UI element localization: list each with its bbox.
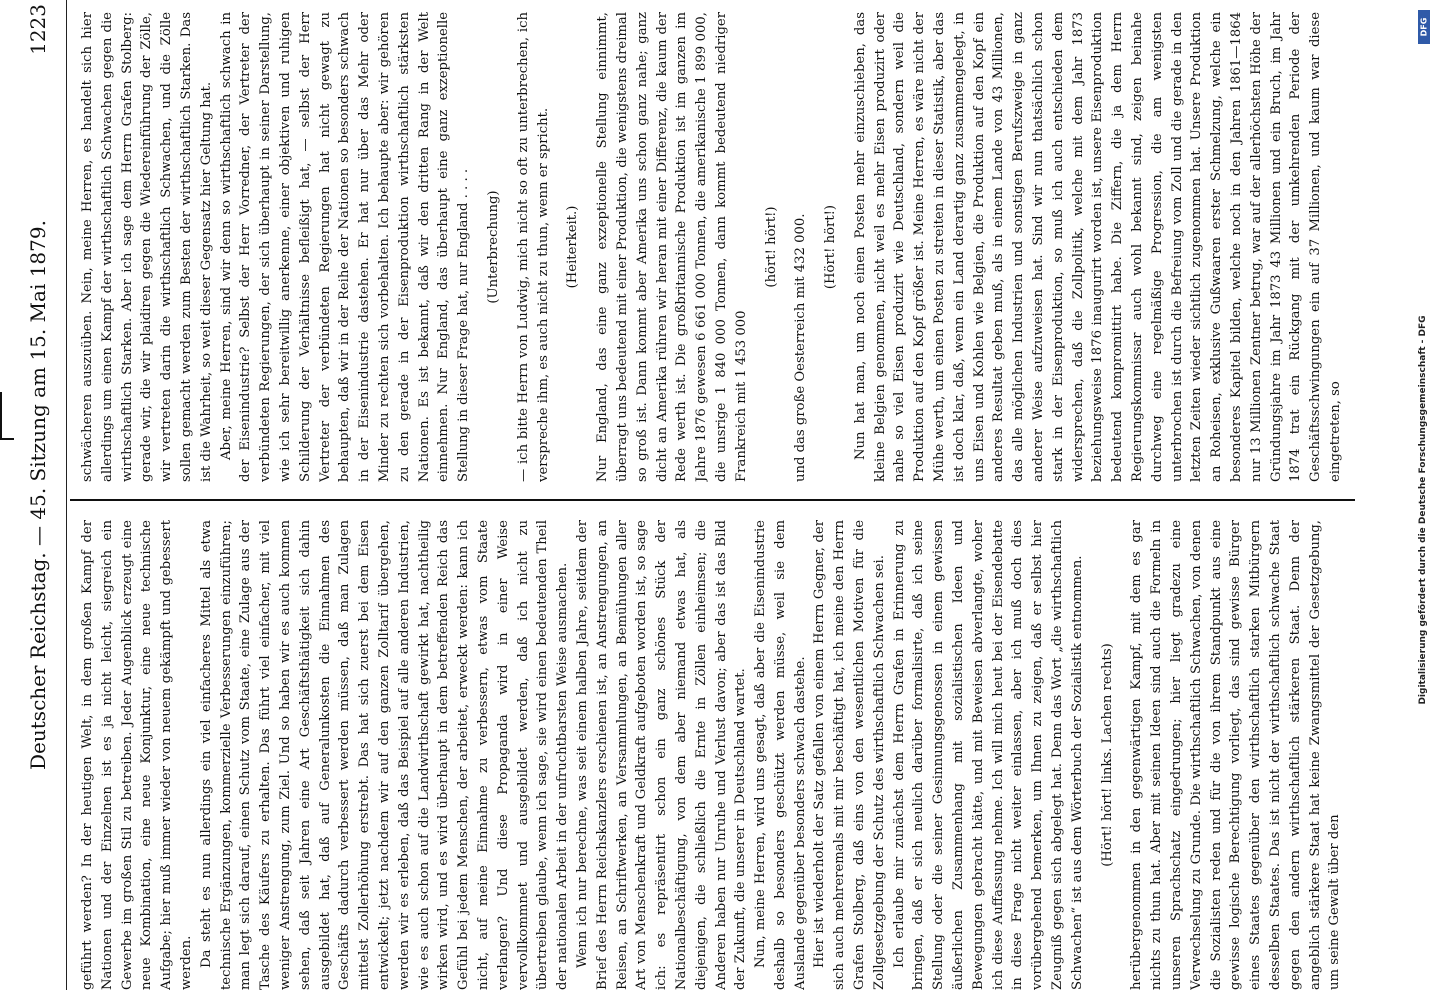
paragraph: Ich erlaube mir zunächst dem Herrn Grafen in Erinnerung zu bringen, daß er sich neulich darüber formalisirte, daß ich seine Stellung oder die seiner Gesinnungsgenossen in einem gewissen äußerlichen Zusammenhang mit sozialistischen Ideen und Bewegungen gebracht hätte, und mit Beweisen abverlangte, woher ich diese Auffassung nehme. Ich will mich heut bei der Eisendebatte in diese Frage nicht weiter einlassen, aber ich muß doch dies vorübergehend bemerken, um Ihnen zu zeigen, daß er selbst hier Zeugniß gegen sich abgelegt hat. Denn das Wort „die wirthschaftlich Schwachen“ ist aus dem Wörterbuch der Sozialistik entnommen. bbox=[891, 520, 1085, 990]
paragraph: schwächeren auszuüben. Nein, meine Herren, es handelt sich hier allerdings um einen Kampf der wirthschaftlich Schwachen gegen die wirthschaftlich Starken. Aber ich sage dem Herrn Grafen Stolberg: gerade wir, die wir plaidiren gegen die Wiedereinführung der Zölle, wir vertreten darin die wirthschaftlich Schwachen, und die Zölle sollen gemacht werden zum Besten der wirthschaftlich Starken. Das ist die Wahrheit, so weit dieser Gegensatz hier Geltung hat. bbox=[80, 12, 214, 482]
interjection: (Hört! hört! links. Lachen rechts) bbox=[1099, 643, 1115, 867]
interjection: (Heiterkeit.) bbox=[565, 205, 581, 289]
page-header bbox=[26, 0, 67, 990]
page-number: 1223 bbox=[26, 4, 50, 55]
paragraph: — ich bitte Herrn von Ludwig, mich nicht so oft zu unterbrechen, ich verspreche ihm, es auch nicht zu thun, wenn er spricht. bbox=[515, 12, 551, 482]
paragraph: geführt werden? In der heutigen Welt, in dem großen Kampf der Nationen und der Einzelnen ist es ja nicht leicht, siegreich ein Gewerbe im großen Stil zu betreiben. Jeder Augenblick erzeugt eine neue Kombination, eine neue Konjunktur, eine neue technische Aufgabe; hier muß immer wieder von neuem gekämpft und gebessert werden. bbox=[80, 520, 194, 990]
header-title: Deutscher Reichstag. — 45. Sitzung am 15. Mai 1879. bbox=[26, 220, 50, 770]
paragraph: herübergenommen in den gegenwärtigen Kampf, mit dem es gar nichts zu thun hat. Aber mit seinen Ideen sind auch die Formeln in unseren Sprachschatz eingedrungen; hier liegt gradezu eine Verwechselung zu Grunde. Die wirthschaftlich Schwachen, von denen die Sozialisten reden und für die von ihrem Standpunkt aus eine gewisse logische Berechtigung vorliegt, das sind gewisse Bürger eines Staates gegenüber den wirthschaftlich starken Mitbürgern desselben Staates. Das ist nicht der wirthschaftlich schwache Staat gegen den andern wirthschaftlich stärkeren Staat. Denn der angeblich stärkere Staat hat keine Zwangsmittel der Gesetzgebung, um seine Gewalt über den bbox=[1129, 520, 1343, 990]
interjection: (Unterbrechung) bbox=[485, 190, 501, 304]
paragraph: Aber, meine Herren, sind wir denn so wirthschaftlich schwach in der Eisenindustrie? Selbst der Herr Vorredner, der Vertreter der verbündeten Regierungen, der sich überhaupt in seiner Darstellung, wie ich sehr bereitwillig anerkenne, einer objektiven und ruhigen Schilderung der Verhältnisse befleißigt hat, — selbst der Herr Vertreter der verbündeten Regierungen hat nicht gewagt zu behaupten, daß wir in der Reihe der Nationen so besonders schwach in der Eisenindustrie dastehen. Er hat nur über das Mehr oder Minder zu rechten sich vorbehalten. Ich behaupte aber: wir gehören zu den gerade in der Eisenproduktion wirthschaftlich stärksten Nationen. Es ist bekannt, daß wir den dritten Rang in der Welt einnehmen. Nur England, das überhaupt eine ganz exzeptionelle Stellung in dieser Frage hat, nur England . . . . bbox=[218, 12, 472, 482]
paragraph: Hier ist wiederholt der Satz gefallen von einem Herrn Gegner, der sich auch mehreremals mit mir beschäftigt hat, ich meine den Herrn Grafen Stolberg, daß eins von den wesentlichen Motiven für die Zollgesetzgebung der Schutz des wirthschaftlich Schwachen sei. bbox=[812, 520, 887, 990]
interjection: (Hört! hört!) bbox=[823, 204, 839, 290]
text-column-left bbox=[78, 520, 1348, 990]
binding-edge-mark bbox=[0, 392, 14, 440]
paragraph: Nun, meine Herren, wird uns gesagt, daß aber die Eisenindustrie deshalb so besonders geschützt werden müsse, weil sie dem Auslande gegenüber besonders schwach dastehe. bbox=[753, 520, 808, 990]
column-divider bbox=[70, 499, 1355, 501]
text-column-right bbox=[78, 12, 1348, 482]
paragraph: Nun hat man, um noch einen Posten mehr einzuschieben, das kleine Belgien genommen, nicht weil es mehr Eisen produzirt oder nahe so viel Eisen produzirt wie Deutschland, sondern weil die Produktion auf den Kopf größer ist. Meine Herren, es wäre nicht der Mühe werth, um einen Posten zu streiten in dieser Statistik, aber das ist doch klar, daß, wenn ein Land derartig ganz zusammengelegt, in uns Eisen und Kohlen wie Belgien, die Produktion auf den Kopf ein anderes Resultat geben muß, als in einem Lande von 43 Millionen, das alle möglichen Industrien und sonstigen Berufszweige in ganz anderer Weise aufzuweisen hat. Sind wir nun thatsächlich schon stark in der Eisenproduktion, so muß ich auch entschieden dem widersprechen, daß die Zollpolitik, welche mit dem Jahr 1873 beziehungsweise 1876 inaugurirt worden ist, unsere Eisenproduktion bedeutend kompromittirt habe. Die Ziffern, die ja dem Herrn Regierungskommissar auch wohl bekannt sind, zeigen beinahe durchweg eine regelmäßige Progression, die am wenigsten unterbrochen ist durch die Befreiung vom Zoll und die gerade in den letzten Zeiten wieder sichtlich zugenommen hat. Unsere Produktion an Roheisen, exklusive Gußwaaren erster Schmelzung, welche ein besonderes Kapitel bilden, welche noch in den Jahren 1861—1864 nur 13 Millionen Zentner betrug, war auf der allerhöchsten Höhe der Gründungsjahre im Jahr 1873 43 Millionen und ein Bruch, im Jahr 1874 trat ein Rückgang mit der umkehrenden Periode der Geschäftsschwingungen ein auf 37 Millionen, und kaum war diese eingetreten, so bbox=[852, 12, 1344, 482]
paragraph: Nur England, das eine ganz exzeptionelle Stellung einnimmt, überragt uns bedeutend mit einer Produktion, die wenigstens dreimal so groß ist. Dann kommt aber Amerika uns schon ganz nahe; ganz dicht an Amerika rühren wir heran mit einer Differenz, die kaum der Rede werth ist. Die großbritannische Produktion ist im ganzen im Jahre 1876 gewesen 6 661 000 Tonnen, die amerikanische 1 899 000, die unsrige 1 840 000 Tonnen, dann kommt bedeutend niedriger Frankreich mit 1 453 000 bbox=[595, 12, 749, 482]
credit-text: Digitalisierung gefördert durch die Deutsche Forschungsgemeinschaft - DFG bbox=[1418, 315, 1428, 705]
paragraph: und das große Oesterreich mit 432 000. bbox=[793, 213, 809, 482]
dfg-logo-text: DFG bbox=[1419, 17, 1429, 37]
interjection: (hört! hört!) bbox=[763, 206, 779, 288]
scanned-page bbox=[20, 0, 1360, 990]
paragraph: Da steht es nun allerdings ein viel einfacheres Mittel als etwa technische Ergänzungen, kommerzielle Verbesserungen einzuführen; man legt sich darauf, einen Schutz vom Staate, eine Zulage aus der Tasche des Käufers zu erhalten. Das führt viel einfacher, mit viel weniger Anstrengung, zum Ziel. Und so haben wir es auch kommen sehen, daß seit Jahren eine Art Geschäftsthätigkeit sich dahin ausgebildet hat, daß auf Generalunkosten die Einnahmen des Geschäfts dadurch verbessert werden müssen, daß man Zulagen mittelst Zollerhöhung erstrebt. Das hat sich zuerst bei dem Eisen entwickelt; jetzt nachdem wir auf den ganzen Zolltarif übergehen, werden wir es erleben, daß das Beispiel auf alle anderen Industrien, wie es auch schon auf die Landwirthschaft gewirkt hat, nachtheilig wirken wird, und es wird überhaupt in dem betreffenden Reich das Gefühl bei jedem Menschen, der arbeitet, erweckt werden: kann ich nicht, auf meine Einnahme zu verbessern, etwas vom Staate verlangen? Und diese Propaganda wird in einer Weise vervollkommnet und ausgebildet werden, daß ich nicht zu übertreiben glaube, wenn ich sage, sie wird einen bedeutenden Theil der nationalen Arbeit in der unfruchtbarsten Weise ausmachen. bbox=[198, 520, 571, 990]
digitization-credit bbox=[1416, 10, 1430, 990]
paragraph: Wenn ich nur berechne, was seit einem halben Jahre, seitdem der Brief des Herrn Reichskanzlers erschienen ist, an Anstrengungen, an Reisen, an Schriftwerken, an Versammlungen, an Bemühungen aller Art von Menschenkraft und Geldkraft aufgeboten worden ist, so sage ich: es repräsentirt schon ein ganz schönes Stück der Nationalbeschäftigung, von dem aber niemand etwas hat, als diejenigen, die schließlich die Ernte in Zöllen einheimsen; die Anderen haben nur Unruhe und Verlust davon; aber das ist das Bild der Zukunft, die unserer in Deutschland wartet. bbox=[574, 520, 749, 990]
